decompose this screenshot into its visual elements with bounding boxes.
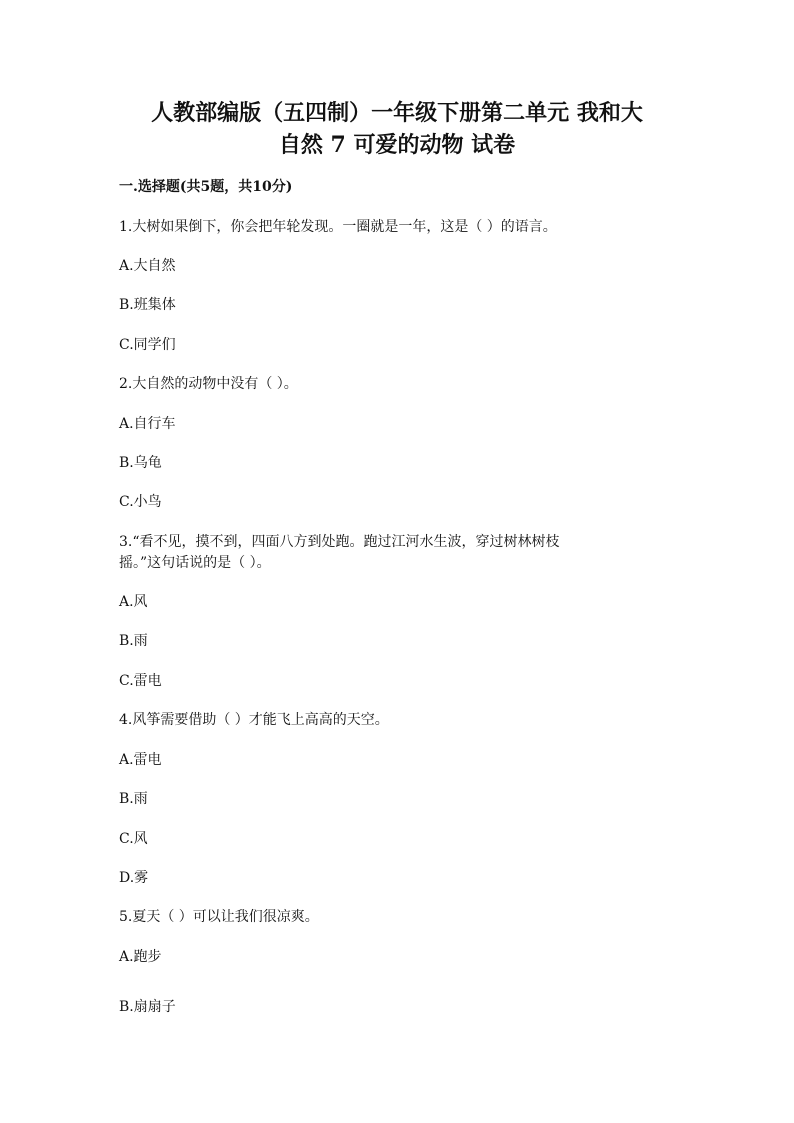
question-1-option-c: C.同学们 — [119, 337, 176, 353]
document-title-line-1: 人教部编版（五四制）一年级下册第二单元 我和大 — [151, 100, 643, 126]
question-4-option-c: C.风 — [119, 831, 148, 847]
question-5-option-b: B.扇扇子 — [119, 999, 176, 1015]
question-2-option-c: C.小鸟 — [119, 494, 162, 510]
question-2-stem: 2.大自然的动物中没有（ ）。 — [119, 376, 298, 392]
question-3-stem-line-2: 摇。”这句话说的是（ ）。 — [119, 555, 271, 571]
question-2-option-b: B.乌龟 — [119, 455, 162, 471]
question-1-stem: 1.大树如果倒下，你会把年轮发现。一圈就是一年，这是（ ）的语言。 — [119, 219, 557, 235]
section-header: 一.选择题(共5题，共10分) — [119, 179, 293, 195]
question-1-option-a: A.大自然 — [119, 258, 176, 274]
question-4-option-b: B.雨 — [119, 791, 148, 807]
question-5-option-a: A.跑步 — [119, 949, 162, 965]
question-3-stem-line-1: 3.“看不见，摸不到，四面八方到处跑。跑过江河水生波，穿过树林树枝 — [119, 534, 560, 550]
question-4-option-a: A.雷电 — [119, 752, 162, 768]
question-3-option-a: A.风 — [119, 594, 148, 610]
document-title-line-2: 自然 7 可爱的动物 试卷 — [278, 132, 516, 158]
question-2-option-a: A.自行车 — [119, 416, 176, 432]
question-3-option-b: B.雨 — [119, 633, 148, 649]
question-5-stem: 5.夏天（ ）可以让我们很凉爽。 — [119, 909, 319, 925]
question-4-option-d: D.雾 — [119, 870, 149, 886]
question-1-option-b: B.班集体 — [119, 297, 176, 313]
question-3-option-c: C.雷电 — [119, 673, 162, 689]
question-4-stem: 4.风筝需要借助（ ）才能飞上高高的天空。 — [119, 712, 389, 728]
